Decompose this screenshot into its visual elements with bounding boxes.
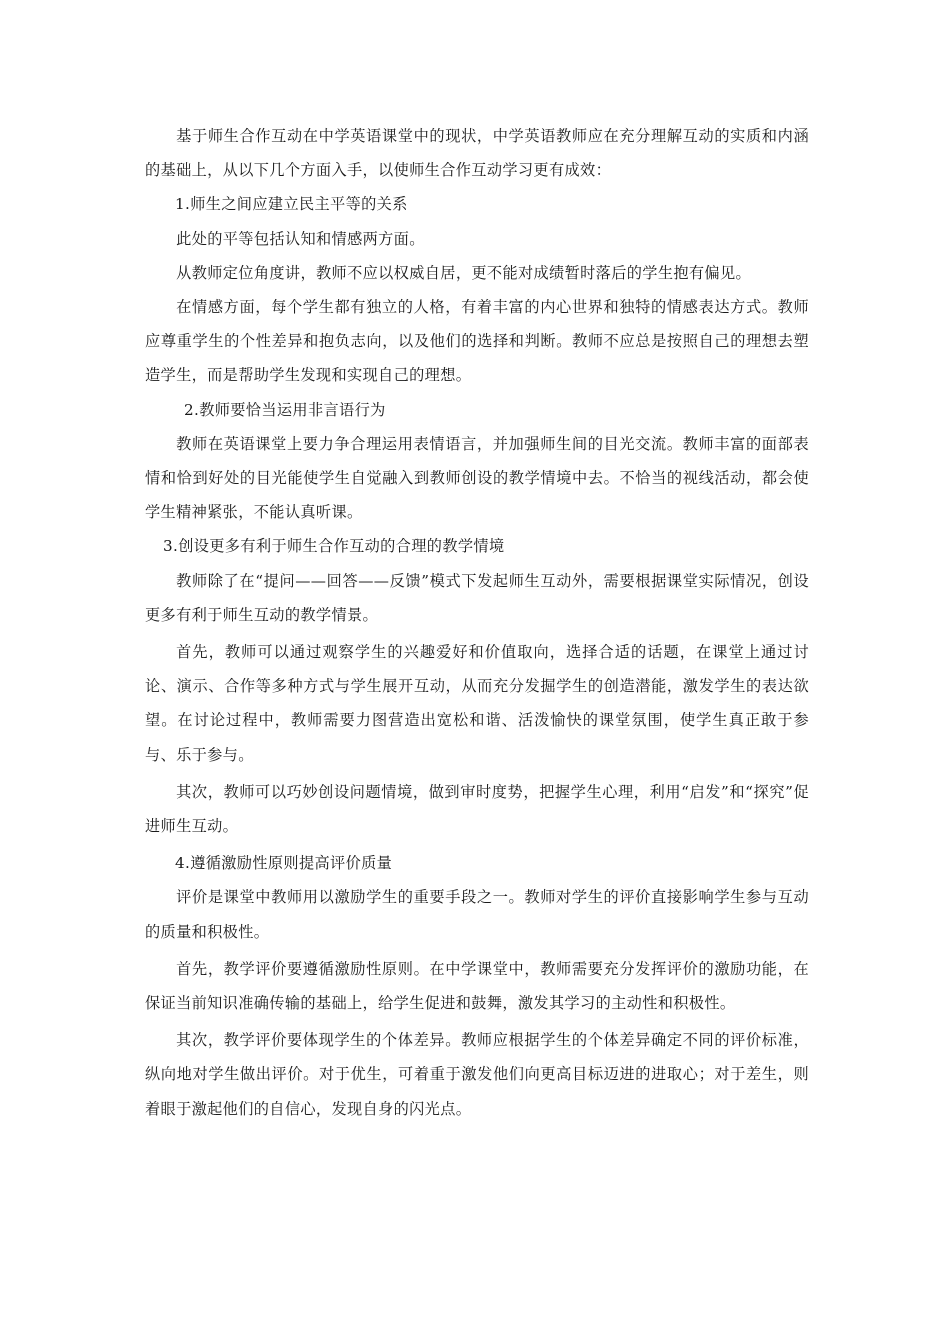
paragraph: 首先，教学评价要遵循激励性原则。在中学课堂中，教师需要充分发挥评价的激励功能，在保证当前知识准确传输的基础上，给学生促进和鼓舞，激发其学习的主动性和积极性。: [145, 959, 809, 1013]
section-heading-4: 4.遵循激励性原则提高评价质量: [175, 854, 393, 873]
paragraph: 教师除了在“提问——回答——反馈”模式下发起师生互动外，需要根据课堂实际情况，创设更多有利于师生互动的教学情景。: [145, 571, 809, 624]
paragraph: 其次，教师可以巧妙创设问题情境，做到审时度势，把握学生心理，利用“启发”和“探究”促进师生互动。: [145, 782, 809, 836]
section-heading-2: 2.教师要恰当运用非言语行为: [184, 400, 386, 419]
paragraph: 从教师定位角度讲，教师不应以权威自居，更不能对成绩暂时落后的学生抱有偏见。: [176, 263, 752, 282]
section-heading-1: 1.师生之间应建立民主平等的关系: [175, 195, 408, 214]
document-body: [145, 119, 809, 1126]
paragraph: 首先，教师可以通过观察学生的兴趣爱好和价值取向，选择合适的话题，在课堂上通过讨论、演示、合作等多种方式与学生展开互动，从而充分发掘学生的创造潜能，激发学生的表达欲望。在讨论过程中，教师需要力图营造出宽松和谐、活泼愉快的课堂氛围，使学生真正敢于参与、乐于参与。: [145, 643, 809, 764]
paragraph: 其次，教学评价要体现学生的个体差异。教师应根据学生的个体差异确定不同的评价标准，纵向地对学生做出评价。对于优生，可着重于激发他们向更高目标迈进的进取心；对于差生，则着眼于激起他们的自信心，发现自身的闪光点。: [145, 1031, 809, 1118]
paragraph: 教师在英语课堂上要力争合理运用表情语言，并加强师生间的目光交流。教师丰富的面部表情和恰到好处的目光能使学生自觉融入到教师创设的教学情境中去。不恰当的视线活动，都会使学生精神紧张，不能认真听课。: [145, 434, 809, 522]
paragraph: 评价是课堂中教师用以激励学生的重要手段之一。教师对学生的评价直接影响学生参与互动的质量和积极性。: [145, 888, 809, 941]
paragraph: 此处的平等包括认知和情感两方面。: [176, 229, 425, 248]
paragraph: 在情感方面，每个学生都有独立的人格，有着丰富的内心世界和独特的情感表达方式。教师应尊重学生的个性差异和抱负志向，以及他们的选择和判断。教师不应总是按照自己的理想去塑造学生，而是帮助学生发现和实现自己的理想。: [145, 298, 809, 385]
section-heading-3: 3.创设更多有利于师生合作互动的合理的教学情境: [163, 537, 505, 556]
paragraph-intro: 基于师生合作互动在中学英语课堂中的现状，中学英语教师应在充分理解互动的实质和内涵的基础上，从以下几个方面入手，以使师生合作互动学习更有成效：: [145, 127, 809, 180]
